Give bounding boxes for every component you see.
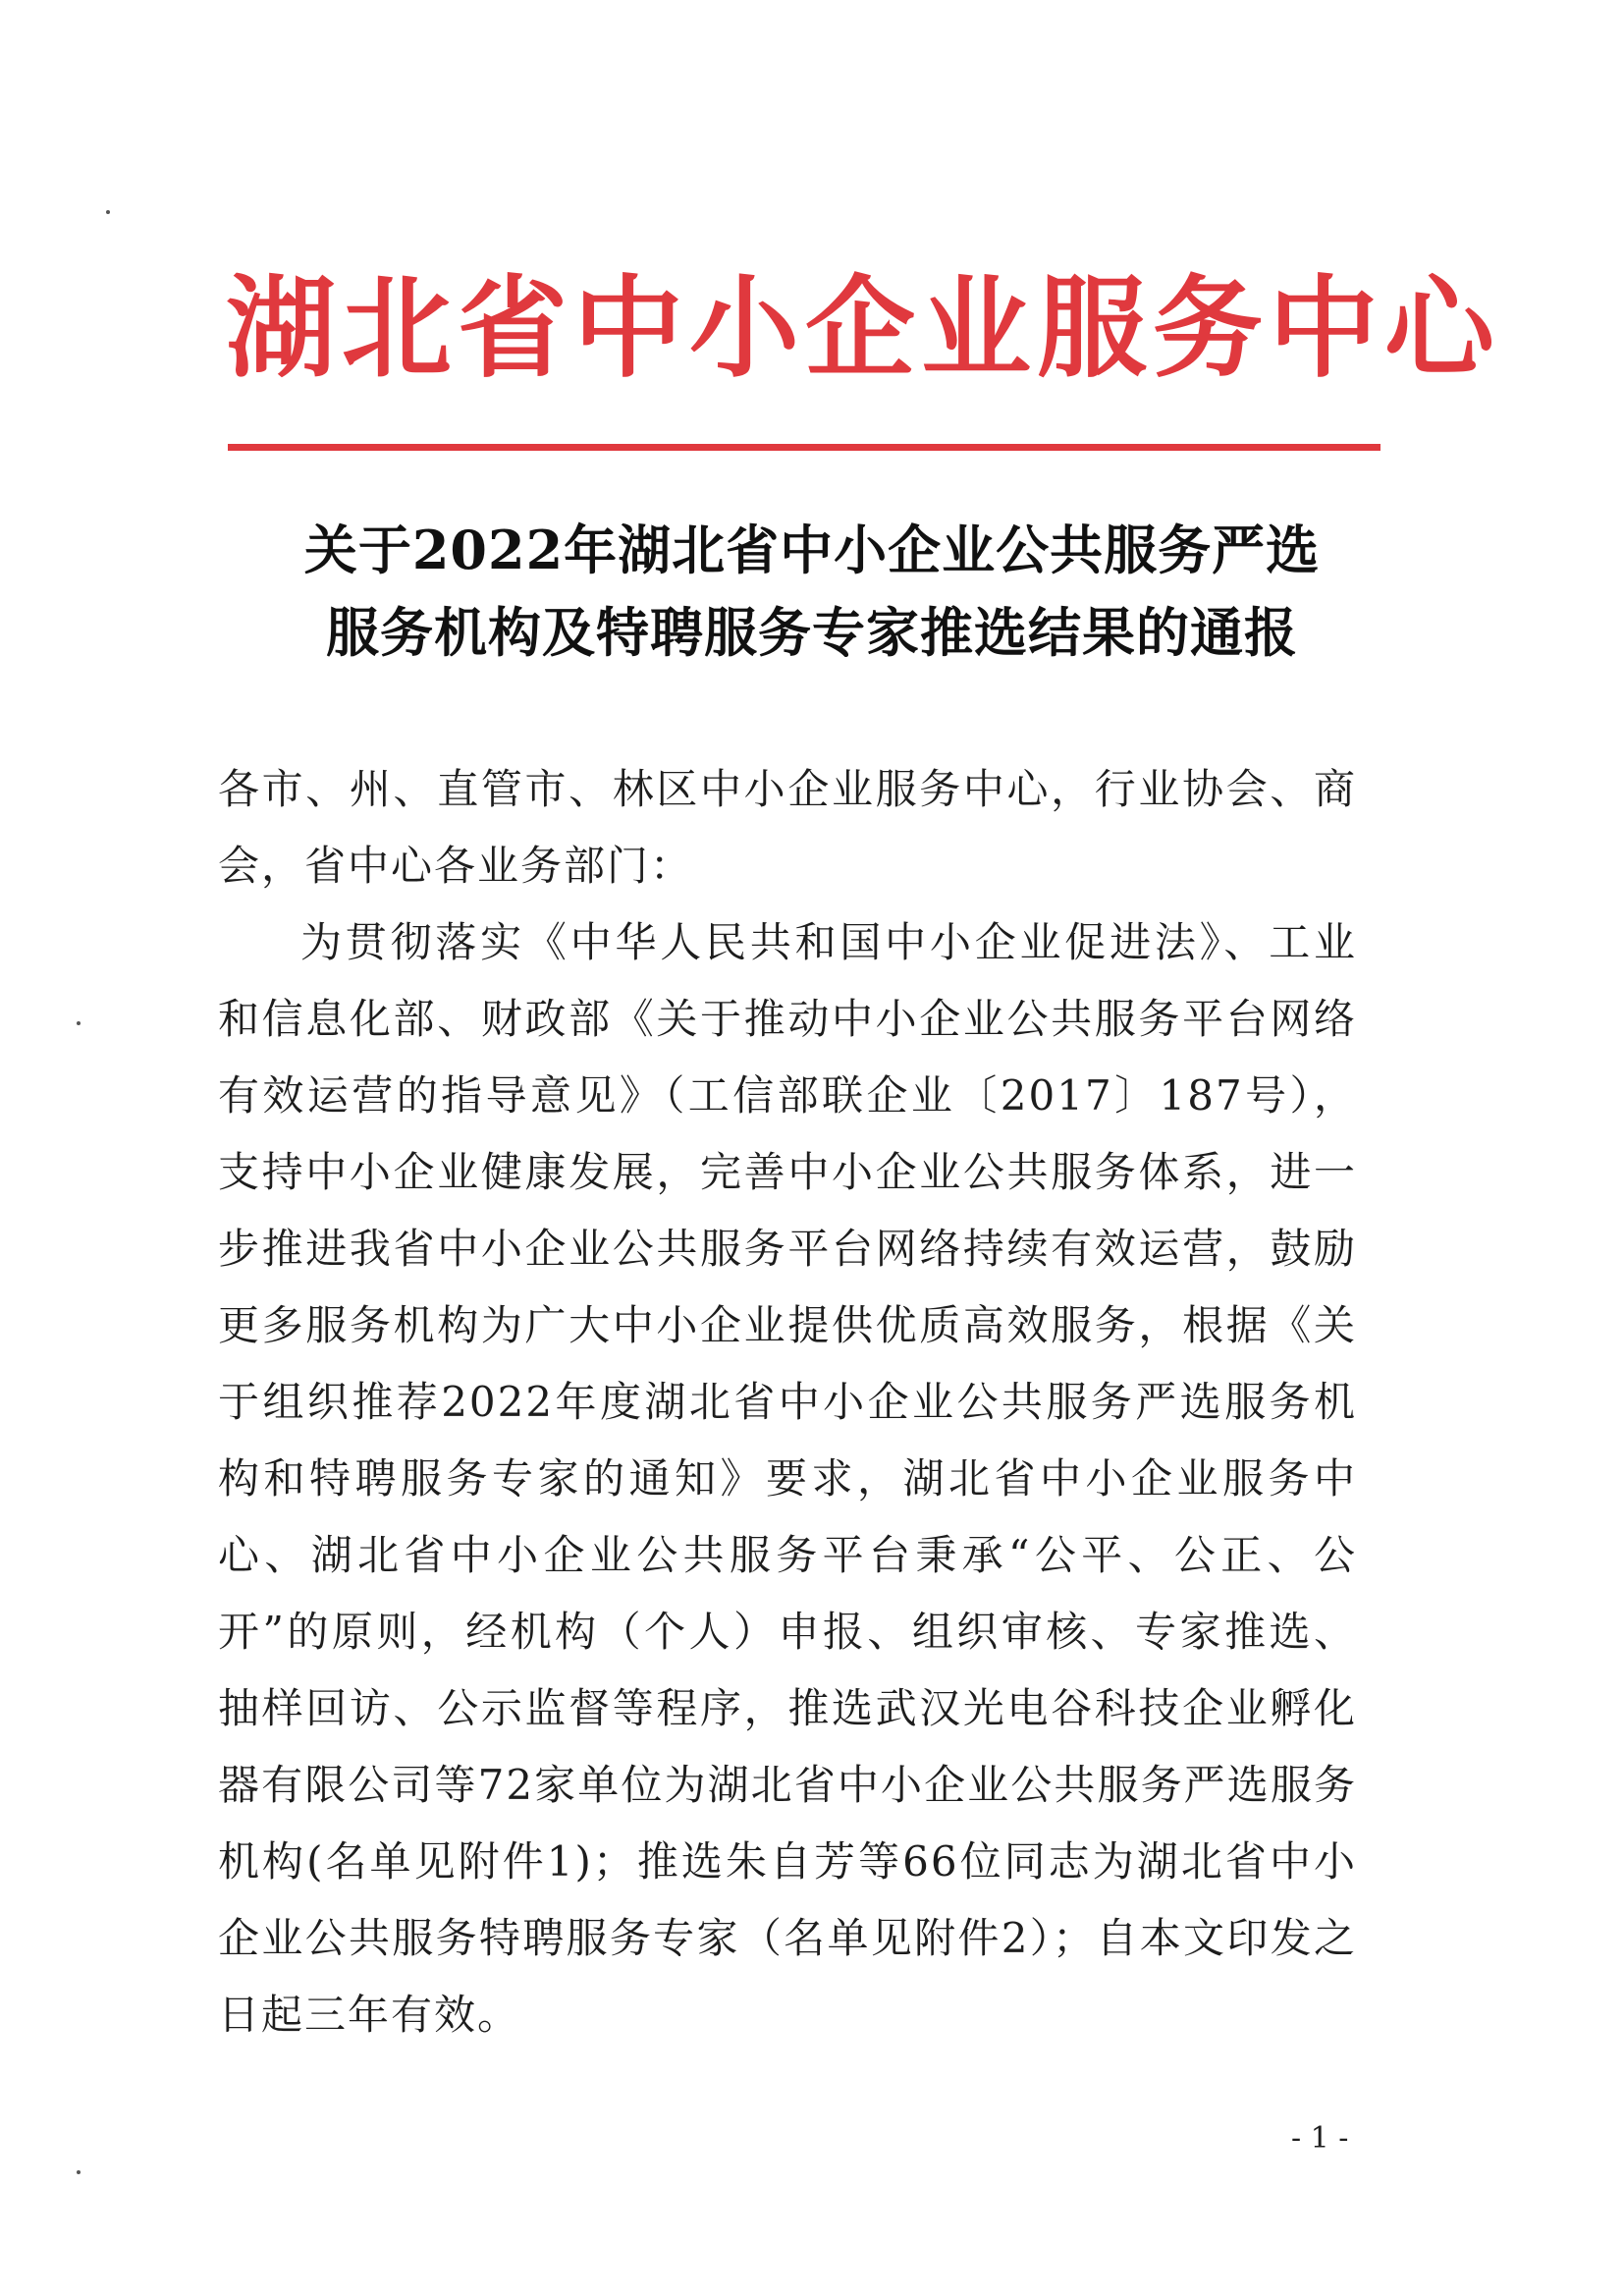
scan-speck: [106, 210, 110, 214]
body-paragraph-1: 为贯彻落实《中华人民共和国中小企业促进法》、工业和信息化部、财政部《关于推动中小企业公共服务平台网络有效运营的指导意见》（工信部联企业〔2017〕187号），支持中小企业健康发展，完善中小企业公共服务体系，进一步推进我省中小企业公共服务平台网络持续有效运营，鼓励更多服务机构为广大中小企业提供优质高效服务，根据《关于组织推荐2022年度湖北省中小企业公共服务严选服务机构和特聘服务专家的通知》要求，湖北省中小企业服务中心、湖北省中小企业公共服务平台秉承“公平、公正、公开”的原则，经机构（个人）申报、组织审核、专家推选、抽样回访、公示监督等程序，推选武汉光电谷科技企业孵化器有限公司等72家单位为湖北省中小企业公共服务严选服务机构(名单见附件1)；推选朱自芳等66位同志为湖北省中小企业公共服务特聘服务专家（名单见附件2）；自本文印发之日起三年有效。: [218, 918, 1357, 2039]
salutation: 各市、州、直管市、林区中小企业服务中心，行业协会、商会，省中心各业务部门：: [218, 765, 1357, 890]
document-title: [196, 509, 1428, 674]
scan-speck: [77, 1021, 81, 1025]
document-title-line-1: 关于2022年湖北省中小企业公共服务严选: [303, 519, 1321, 581]
document-body: [218, 751, 1357, 2053]
scan-speck: [77, 2170, 81, 2174]
document-title-line-2: 服务机构及特聘服务专家推选结果的通报: [326, 601, 1298, 664]
page-number: - 1 -: [1291, 2121, 1349, 2156]
masthead-red-rule: [228, 444, 1380, 451]
masthead-org-name: 湖北省中小企业服务中心: [226, 264, 1500, 393]
